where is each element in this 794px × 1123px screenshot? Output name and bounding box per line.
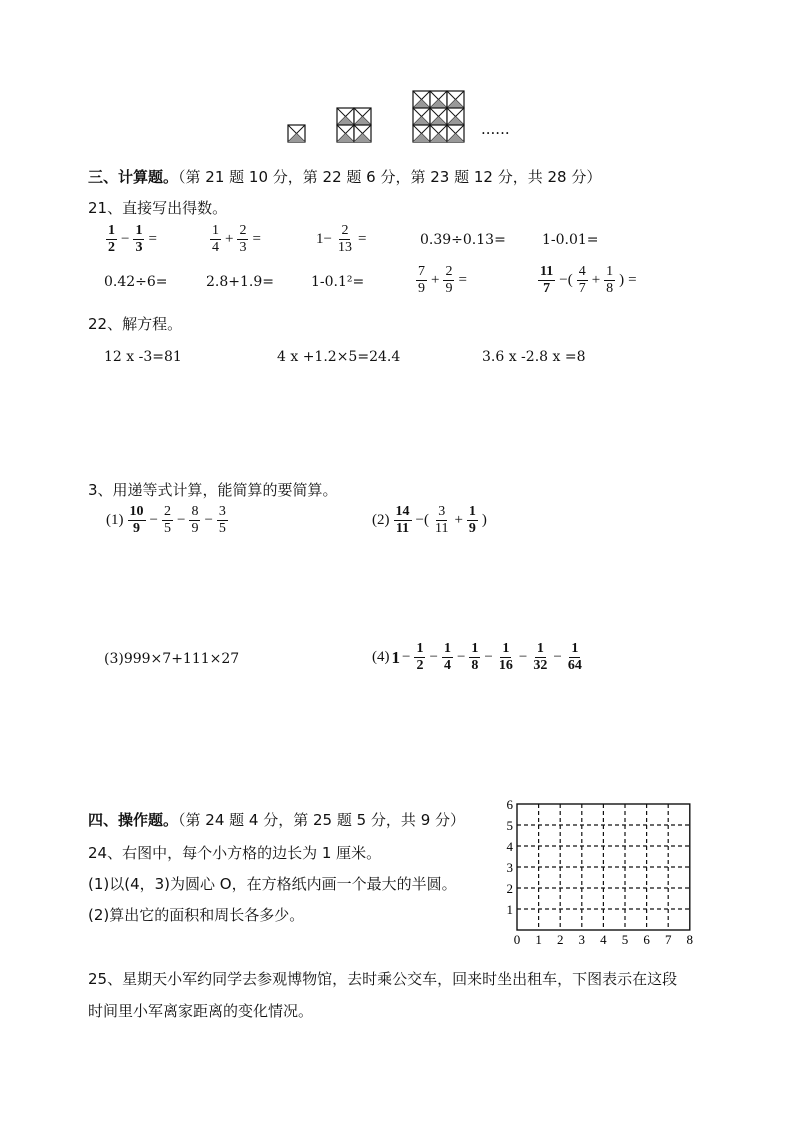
grid-x-label: 7 [664, 932, 672, 947]
section-4-title: 四、操作题。 [88, 811, 179, 829]
grid-x-label: 8 [686, 932, 694, 947]
q24-label: 24、右图中，每个小方格的边长为 1 厘米。 [88, 844, 382, 862]
grid-y-label: 2 [506, 881, 513, 896]
q21-expr-6: 0.42÷6= [104, 274, 168, 290]
grid-x-label: 4 [600, 932, 607, 947]
q21-expr-9: $\frac{7}{9}$ + $\frac{2}{9}$ = [418, 264, 467, 297]
q25-line-1: 25、星期天小军约同学去参观博物馆，去时乘公交车，回来时坐出租车，下图表示在这段 [88, 970, 678, 988]
q23-problem-4: (4) 1 − $\frac{1}{2}$ − $\frac{1}{4}$ − $\frac{1}{8}$ − $\frac{1}{16}$ − $\frac{1}{32}$ − $\frac{1}{64}$ [372, 641, 582, 674]
q24-part-1: (1)以(4，3)为圆心 O，在方格纸内画一个最大的半圆。 [88, 875, 457, 893]
q23-label: 3、用递等式计算，能简算的要简算。 [88, 481, 338, 499]
section-4-scoring: （第 24 题 4 分，第 25 题 5 分，共 9 分） [178, 811, 466, 829]
q21-expr-5: 1-0.01= [542, 232, 599, 248]
grid-x-label: 1 [535, 932, 542, 947]
q21-expr-2: $\frac{1}{4}$ + $\frac{2}{3}$ = [212, 223, 261, 256]
pattern-ellipsis: ...... [481, 120, 510, 138]
q21-expr-1: $\frac{1}{2}$ − $\frac{1}{3}$ = [108, 223, 157, 256]
grid-x-label: 0 [513, 932, 521, 947]
q21-expr-8: 1-0.1²= [311, 274, 365, 290]
pattern-step-1 [288, 125, 305, 142]
q22-label: 22、解方程。 [88, 315, 183, 333]
q22-equation-3: 3.6 x -2.8 x =8 [482, 349, 586, 365]
grid-x-label: 2 [556, 932, 564, 947]
pattern-step-2 [337, 108, 371, 142]
q23-problem-2: (2) $\frac{14}{11}$ −( $\frac{3}{11}$ + $\frac{1}{9}$ ) [372, 504, 487, 537]
grid-x-label: 6 [643, 932, 650, 947]
grid-y-label: 6 [506, 797, 513, 812]
grid-y-label: 1 [506, 902, 513, 917]
q23-problem-1: (1) $\frac{10}{9}$ − $\frac{2}{5}$ − $\frac{8}{9}$ − $\frac{3}{5}$ [106, 504, 226, 537]
grid-y-label: 5 [506, 818, 513, 833]
section-4-heading [88, 809, 465, 830]
q22-equation-2: 4 x +1.2×5=24.4 [277, 349, 401, 365]
grid-x-label: 5 [621, 932, 629, 947]
section-3-title: 三、计算题。 [88, 168, 179, 186]
q21-expr-3: 1− $\frac{2}{13}$ = [316, 223, 367, 256]
grid-y-label: 4 [506, 839, 513, 854]
section-3-scoring: （第 21 题 10 分，第 22 题 6 分，第 23 题 12 分，共 28 分） [178, 168, 602, 186]
grid-x-label: 3 [578, 932, 586, 947]
q21-expr-7: 2.8+1.9= [206, 274, 274, 290]
q22-equation-1: 12 x -3=81 [104, 349, 182, 365]
section-3-heading [88, 166, 601, 187]
pattern-step-3 [413, 91, 464, 142]
grid-y-label: 3 [506, 860, 513, 875]
q21-expr-4: 0.39÷0.13= [420, 232, 506, 248]
q23-problem-3: (3)999×7+111×27 [104, 651, 240, 667]
coordinate-grid [505, 794, 710, 949]
q24-part-2: (2)算出它的面积和周长各多少。 [88, 906, 305, 924]
q21-label: 21、直接写出得数。 [88, 199, 228, 217]
q21-expr-10: $\frac{11}{7}$ −( $\frac{4}{7}$ + $\frac{1}{8}$ ) = [540, 264, 637, 297]
q25-line-2: 时间里小军离家距离的变化情况。 [88, 1002, 314, 1020]
